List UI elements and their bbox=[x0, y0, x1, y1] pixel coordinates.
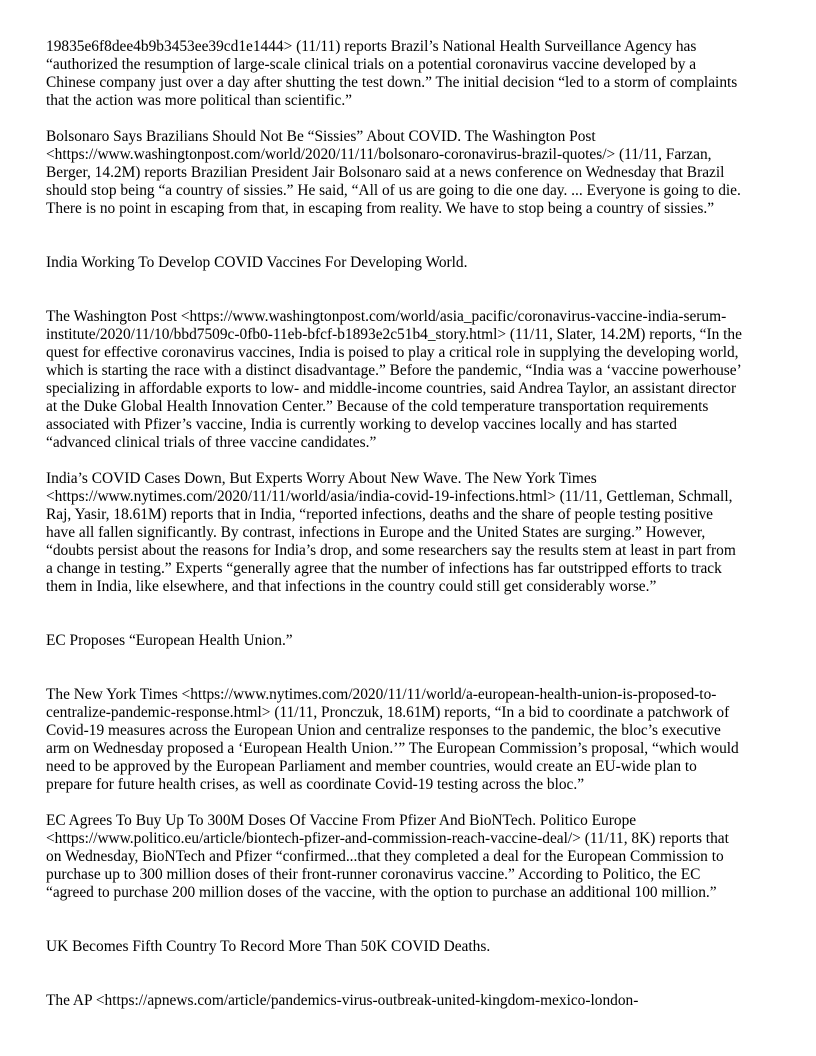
headline-india-vaccines: India Working To Develop COVID Vaccines For Developing World. bbox=[46, 254, 468, 271]
article-european-health-union: The New York Times <https://www.nytimes.com/2020/11/11/world/a-european-health-union-is-proposed-to- centralize-pandemic-response.html> (11/11, Pronczuk, 18.61M) reports, “In a bid to coordinate a patchwork of Covid-19 measures across the European Union and centralize responses to the pandemic, the bloc’s executive arm on Wednesday proposed a ‘European Health Union.’” The European Commission’s proposal, “which would need to be approved by the European Parliament and member countries, would create an EU-wide plan to prepare for future health crises, as well as coordinate Covid-19 testing across the bloc.” bbox=[46, 686, 739, 793]
article-uk-ap-start: The AP <https://apnews.com/article/pandemics-virus-outbreak-united-kingdom-mexico-london- bbox=[46, 992, 639, 1009]
article-india-cases-down: India’s COVID Cases Down, But Experts Worry About New Wave. The New York Times <https://www.nytimes.com/2020/11/11/world/asia/india-covid-19-infections.html> (11/11, Gettleman, Schmall, Raj, Yasir, 18.61M) reports that in India, “reported infections, deaths and the share of people testing positive have all fallen significantly. By contrast, infections in Europe and the United States are surging.” However, “doubts persist about the reasons for India’s drop, and some researchers say the results stem at least in part from a change in testing.” Experts “generally agree that the number of infections has far outstripped efforts to track them in India, like elsewhere, and that infections in the country could still get considerably worse.” bbox=[46, 470, 736, 595]
paragraph-spacer bbox=[46, 452, 776, 470]
article-india-vaccines: The Washington Post <https://www.washingtonpost.com/world/asia_pacific/coronavirus-vaccine-india-serum- institute/2020/11/10/bbd7509c-0fb0-11eb-bfcf-b1893e2c51b4_story.html> (11/11, Slater, 14.2M) reports, “In the quest for effective coronavirus vaccines, India is poised to play a critical role in supplying the developing world, which is starting the race with a distinct disadvantage.” Before the pandemic, “India was a ‘vaccine powerhouse’ specializing in affordable exports to low- and middle-income countries, said Andrea Taylor, an assistant director at the Duke Global Health Innovation Center.” Because of the cold temperature transportation requirements associated with Pfizer’s vaccine, India is currently working to develop vaccines locally and has started “advanced clinical trials of three vaccine candidates.” bbox=[46, 308, 742, 451]
paragraph-spacer bbox=[46, 110, 776, 128]
headline-european-health-union: EC Proposes “European Health Union.” bbox=[46, 632, 293, 649]
article-brazil-trials-resumed: 19835e6f8dee4b9b3453ee39cd1e1444> (11/11) reports Brazil’s National Health Surveillance Agency has “authorized the resumption of large-scale clinical trials on a potential coronavirus vaccine developed by a Chinese company just over a day after shutting the test down.” The initial decision “led to a storm of complaints that the action was more political than scientific.” bbox=[46, 38, 738, 109]
headline-uk-covid-deaths: UK Becomes Fifth Country To Record More Than 50K COVID Deaths. bbox=[46, 938, 491, 955]
paragraph-spacer bbox=[46, 272, 776, 308]
article-ec-pfizer-deal: EC Agrees To Buy Up To 300M Doses Of Vaccine From Pfizer And BioNTech. Politico Europe <https://www.politico.eu/article/biontech-pfizer-and-commission-reach-vaccine-deal/> (11/11, 8K) reports that on Wednesday, BioNTech and Pfizer “confirmed...that they completed a deal for the European Commission to purchase up to 300 million doses of their front-runner coronavirus vaccine.” According to Politico, the EC “agreed to purchase 200 million doses of the vaccine, with the option to purchase an additional 100 million.” bbox=[46, 812, 729, 901]
paragraph-spacer bbox=[46, 218, 776, 254]
paragraph-spacer bbox=[46, 794, 776, 812]
paragraph-spacer bbox=[46, 902, 776, 938]
paragraph-spacer bbox=[46, 956, 776, 992]
paragraph-spacer bbox=[46, 596, 776, 632]
paragraph-spacer bbox=[46, 650, 776, 686]
article-bolsonaro-sissies: Bolsonaro Says Brazilians Should Not Be “Sissies” About COVID. The Washington Post <https://www.washingtonpost.com/world/2020/11/11/bolsonaro-coronavirus-brazil-quotes/> (11/11, Farzan, Berger, 14.2M) reports Brazilian President Jair Bolsonaro said at a news conference on Wednesday that Brazil should stop being “a country of sissies.” He said, “All of us are going to die one day. ... Everyone is going to die. There is no point in escaping from that, in escaping from reality. We have to stop being a country of sissies.” bbox=[46, 128, 741, 217]
